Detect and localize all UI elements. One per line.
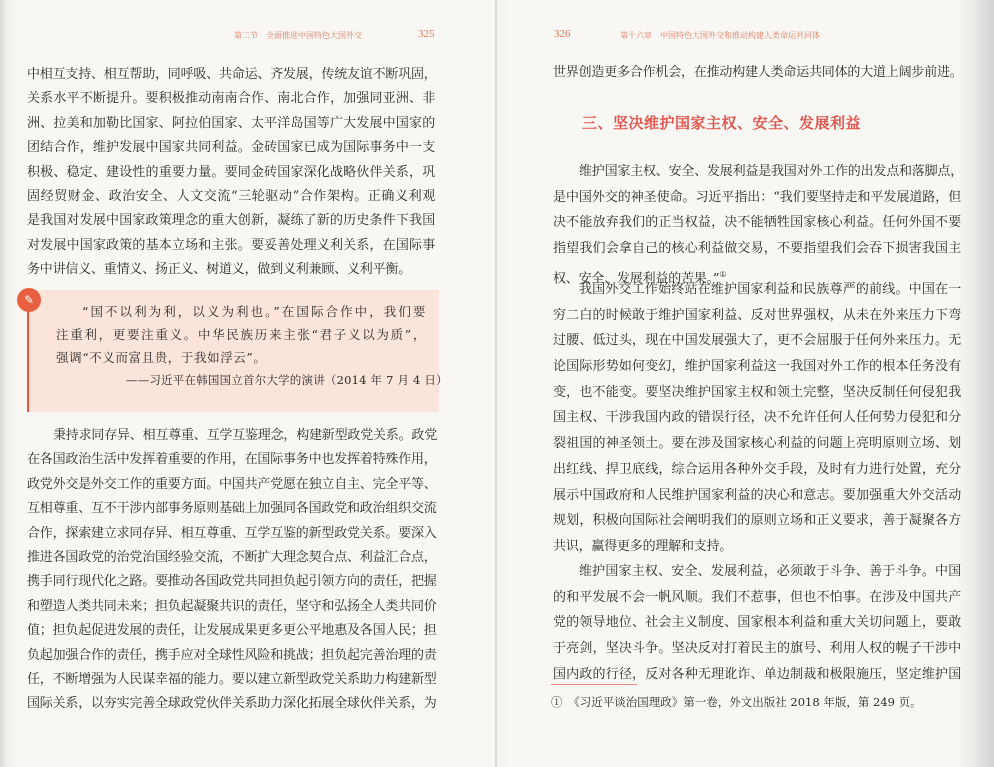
- running-head: 第二节 全面推进中国特色大国外交: [234, 31, 362, 40]
- text-line: 固经贸财金、政治安全、人文交流“三轮驱动”合作架构。正确义利观: [27, 188, 435, 204]
- text-line: 是我国对发展中国家政策理念的重大创新，凝练了新的历史条件下我国: [27, 213, 435, 229]
- paragraph: [553, 60, 961, 86]
- text-line: 维护国家主权、安全、发展利益是我国对外工作的出发点和落脚点，: [579, 164, 964, 179]
- quote-line: 注重利，更要注重义。中华民族历来主张“君子义以为质”，: [56, 327, 426, 342]
- text-line: 携手同行现代化之路。要推动各国政党共同担负起引领方向的责任，把握: [27, 574, 437, 590]
- footnote-marker[interactable]: ①: [719, 269, 727, 279]
- section-heading: 三、坚决维护国家主权、安全、发展利益: [582, 114, 862, 132]
- quote-line: “国不以利为利，以义为利也。”在国际合作中，我们要: [82, 304, 426, 319]
- footnote-divider: [551, 684, 637, 685]
- text-line: 党的领导地位、社会主义制度、国家根本利益和重大关切问题上，要敢: [553, 615, 961, 631]
- paragraph: [27, 63, 435, 283]
- text-line: 世界创造更多合作机会，在推动构建人类命运共同体的大道上阔步前进。: [553, 65, 963, 80]
- text-line: 积极、稳定、建设性的重要力量。要同金砖国家深化战略伙伴关系，巩: [27, 164, 435, 180]
- text-line: 合作，探索建立求同存异、相互尊重、互学互鉴的新型政党关系。要深入: [27, 525, 437, 541]
- paragraph: [27, 424, 438, 717]
- text-line: 权、安全、发展利益的苦果。”①: [553, 269, 727, 287]
- quote-text: [56, 300, 448, 392]
- pencil-note-icon: ✎: [17, 288, 41, 312]
- text-line: 变，也不能变。要坚决维护国家主权和领土完整，坚决反制任何侵犯我: [553, 384, 961, 400]
- text-line: 裂祖国的神圣领土。要在涉及国家核心利益的问题上亮明原则立场、划: [553, 436, 961, 452]
- text-line: 的和平发展不会一帆风顺。我们不惹事，但也不怕事。在涉及中国共产: [553, 589, 961, 605]
- paragraph: [553, 559, 961, 687]
- text-line: 在各国政治生活中发挥着重要的作用，在国际事务中也发挥着特殊作用，: [27, 452, 437, 468]
- text-line: 穷二白的时候敢于维护国家利益、反对世界强权，从未在外来压力下弯: [553, 307, 961, 323]
- quote-line: 强调“不义而富且贵，于我如浮云”。: [56, 350, 267, 365]
- text-line: 指望我们会拿自己的核心利益做交易，不要指望我们会吞下损害我国主: [553, 241, 961, 257]
- text-line: 负起加强合作的责任，携手应对全球性风险和挑战；担负起完善治理的责: [27, 647, 437, 663]
- text-line: 于亮剑，坚决斗争。坚决反对打着民主的旗号、利用人权的幌子干涉中: [553, 641, 961, 657]
- text-line: 是中国外交的神圣使命。习近平指出：“我们要坚持走和平发展道路，但: [553, 189, 961, 205]
- text-line: 论国际形势如何变幻，维护国家利益这一我国对外工作的根本任务没有: [553, 359, 961, 375]
- text-line: 洲、拉美和加勒比国家、阿拉伯国家、太平洋岛国等广大发展中国家的: [27, 115, 435, 131]
- text-line: 国主权、干涉我国内政的错误行径，决不允许任何人任何势力侵犯和分: [553, 410, 961, 426]
- text-line: 和塑造人类共同未来；担负起凝聚共识的责任，坚守和弘扬全人类共同价: [27, 598, 437, 614]
- text-line: 国际关系，以夯实完善全球政党伙伴关系助力深化拓展全球伙伴关系，为: [27, 696, 437, 712]
- text-line: 值；担负起促进发展的责任，让发展成果更多更公平地惠及各国人民；担: [27, 623, 437, 639]
- page-number: 326: [554, 28, 571, 40]
- text-line: 对发展中国家政策的基本立场和主张。要妥善处理义利关系，在国际事: [27, 237, 435, 253]
- text-line: 维护国家主权、安全、发展利益，必须敢于斗争、善于斗争。中国: [579, 564, 961, 579]
- text-line: 我国外交工作始终站在维护国家利益和民族尊严的前线。中国在一: [579, 282, 961, 297]
- text-line: 务中讲信义、重情义、扬正义、树道义，做到义利兼顾、义利平衡。: [27, 262, 412, 278]
- text-line: 展示中国政府和人民维护国家利益的决心和意志。要加强重大外交活动: [553, 487, 961, 503]
- quote-source: ——习近平在韩国国立首尔大学的演讲（2014 年 7 月 4 日）: [126, 373, 448, 387]
- page-number: 325: [418, 28, 435, 40]
- text-line: 互相尊重、互不干涉内部事务原则基础上加强同各国政党和政治组织交流: [27, 501, 437, 517]
- paragraph: [553, 159, 964, 287]
- paragraph: [553, 277, 961, 560]
- text-line: 推进各国政党的治党治国经验交流，不断扩大理念契合点、利益汇合点，: [27, 549, 437, 565]
- text-line: 团结合作，维护发展中国家共同利益。金砖国家已成为国际事务中一支: [27, 140, 435, 156]
- text-line: 共识，赢得更多的理解和支持。: [553, 538, 733, 554]
- footnote: ① 《习近平谈治国理政》第一卷，外文出版社 2018 年版，第 249 页。: [551, 695, 922, 709]
- text-line: 规划，积极向国际社会阐明我们的原则立场和正义要求，善于凝聚各方: [553, 513, 961, 529]
- text-line: 出红线、捍卫底线，综合运用各种外交手段，及时有力进行处置，充分: [553, 461, 961, 477]
- text-line: 关系水平不断提升。要积极推动南南合作、南北合作，加强同亚洲、非: [27, 91, 435, 107]
- running-head: 第十六章 中国特色大国外交和推动构建人类命运共同体: [620, 31, 820, 40]
- text-line: 决不能放弃我们的正当权益，决不能牺牲国家核心利益。任何外国不要: [553, 215, 961, 231]
- text-line: 国内政的行径，反对各种无理讹诈、单边制裁和极限施压，坚定维护国: [553, 666, 961, 682]
- text-line: 政党外交是外交工作的重要方面。中国共产党愿在独立自主、完全平等、: [27, 476, 437, 492]
- text-line: 任，不断增强为人民谋幸福的能力。要以建立新型政党关系助力构建新型: [27, 671, 437, 687]
- text-line: 过腰、低过头，现在中国发展强大了，更不会屈服于任何外来压力。无: [553, 333, 961, 349]
- text-line: 中相互支持、相互帮助，同呼吸、共命运、齐发展，传统友谊不断巩固，: [27, 67, 437, 82]
- text-line: 秉持求同存异、相互尊重、互学互鉴理念，构建新型政党关系。政党: [53, 428, 438, 443]
